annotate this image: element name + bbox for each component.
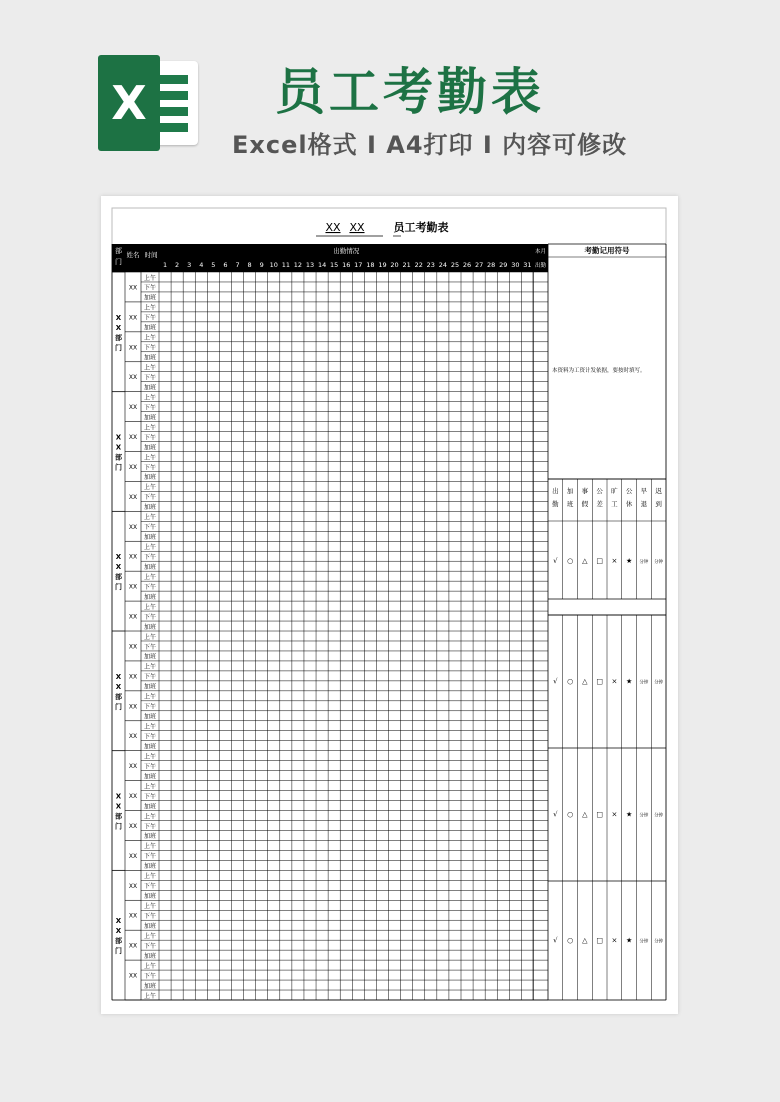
time-label: 上午 <box>143 573 157 581</box>
employee-name: XX <box>128 643 138 651</box>
time-label: 上午 <box>143 903 157 911</box>
attendance-symbol: ○ <box>567 677 574 686</box>
attendance-symbol: □ <box>596 810 603 819</box>
department-label: X <box>115 313 122 322</box>
time-label: 上午 <box>143 663 157 671</box>
department-label: X <box>115 553 122 562</box>
time-label: 下午 <box>143 972 157 980</box>
employee-name: XX <box>128 673 138 681</box>
header-day: 6 <box>223 261 228 269</box>
time-label: 下午 <box>143 823 157 831</box>
sheet-title-month: XX <box>349 221 365 234</box>
symbol-header: 旷 <box>611 487 618 495</box>
attendance-symbol: 分钟 <box>639 680 649 686</box>
employee-name: XX <box>128 733 138 741</box>
department-label: X <box>115 672 122 681</box>
header-attendance: 出勤情况 <box>333 247 360 255</box>
time-label: 上午 <box>143 962 157 970</box>
symbol-header: 差 <box>596 500 603 508</box>
time-label: 下午 <box>143 643 157 651</box>
attendance-symbol: □ <box>596 936 603 945</box>
time-label: 上午 <box>143 723 157 731</box>
attendance-symbol: □ <box>596 677 603 686</box>
employee-name: XX <box>128 493 138 501</box>
header-department: 门 <box>115 258 122 266</box>
attendance-symbol: ★ <box>625 810 633 819</box>
banner-subtitle: Excel格式 I A4打印 I 内容可修改 <box>232 131 628 159</box>
time-label: 上午 <box>143 424 157 432</box>
time-label: 加班 <box>143 444 157 452</box>
time-label: 下午 <box>143 284 157 292</box>
time-label: 上午 <box>143 454 157 462</box>
employee-name: XX <box>128 463 138 471</box>
time-label: 下午 <box>143 314 157 322</box>
time-label: 下午 <box>143 733 157 741</box>
sheet-title-year: XX <box>325 221 341 234</box>
time-label: 上午 <box>143 693 157 701</box>
time-label: 下午 <box>143 434 157 442</box>
time-label: 下午 <box>143 763 157 771</box>
header-day: 11 <box>281 261 290 269</box>
note-text: 本资料为工资计发依据，要按时填写。 <box>552 368 646 374</box>
employee-name: XX <box>128 523 138 531</box>
attendance-symbol: √ <box>553 936 558 945</box>
department-label: 部 <box>115 812 122 821</box>
attendance-symbol: △ <box>582 936 588 945</box>
header-month-1: 本月 <box>534 249 547 255</box>
time-label: 加班 <box>143 324 157 332</box>
time-label: 加班 <box>143 863 157 871</box>
employee-name: XX <box>128 613 138 621</box>
time-label: 加班 <box>143 952 157 960</box>
time-label: 加班 <box>143 653 157 661</box>
employee-name: XX <box>128 852 138 860</box>
header-day: 29 <box>499 261 508 269</box>
time-label: 加班 <box>143 294 157 302</box>
department-label: 部 <box>115 333 122 342</box>
time-label: 下午 <box>143 913 157 921</box>
symbol-header: 勤 <box>552 500 559 508</box>
symbol-header: 早 <box>640 487 648 495</box>
header-day: 2 <box>175 261 180 269</box>
header-day: 15 <box>330 261 339 269</box>
header-day: 26 <box>462 261 472 269</box>
attendance-symbol: × <box>611 677 618 686</box>
time-label: 下午 <box>143 344 157 352</box>
time-label: 下午 <box>143 524 157 532</box>
time-label: 加班 <box>143 504 157 512</box>
header-day: 23 <box>426 261 435 269</box>
department-label: 部 <box>115 692 122 701</box>
time-label: 下午 <box>143 404 157 412</box>
attendance-symbol: ★ <box>625 557 633 565</box>
time-label: 下午 <box>143 613 157 621</box>
header-day: 12 <box>293 261 303 269</box>
attendance-sheet <box>101 196 678 1014</box>
banner-title: 员工考勤表 <box>275 63 545 121</box>
symbol-header: 退 <box>640 500 648 508</box>
time-label: 加班 <box>143 593 157 601</box>
header-day: 22 <box>414 261 423 269</box>
department-label: X <box>115 323 122 332</box>
employee-name: XX <box>128 763 138 771</box>
department-label: 门 <box>115 343 122 352</box>
time-label: 上午 <box>143 603 157 611</box>
attendance-symbol: ○ <box>567 810 574 819</box>
time-label: 加班 <box>143 534 157 542</box>
time-label: 上午 <box>143 484 157 492</box>
department-label: 部 <box>115 453 122 462</box>
department-label: 门 <box>115 583 122 592</box>
attendance-symbol: ★ <box>625 936 633 945</box>
symbol-header: 公 <box>596 487 603 495</box>
header-day: 8 <box>247 261 252 269</box>
attendance-symbol: 分钟 <box>639 813 649 819</box>
header-day: 3 <box>187 261 192 269</box>
department-label: 部 <box>115 937 122 946</box>
header-day: 5 <box>211 261 216 269</box>
header-day: 1 <box>162 261 168 269</box>
time-label: 上午 <box>143 514 157 522</box>
department-label: X <box>115 917 122 926</box>
department-label: X <box>115 433 122 442</box>
time-label: 加班 <box>143 982 157 990</box>
attendance-symbol: △ <box>582 557 588 565</box>
sheet-title-text: 员工考勤表 <box>393 221 449 234</box>
employee-name: XX <box>128 793 138 801</box>
time-label: 加班 <box>143 743 157 751</box>
attendance-symbol: ○ <box>567 557 574 565</box>
employee-name: XX <box>128 374 138 382</box>
attendance-symbol: 分钟 <box>654 813 664 819</box>
time-label: 加班 <box>143 354 157 362</box>
time-label: 下午 <box>143 583 157 591</box>
department-label: X <box>115 563 122 572</box>
time-label: 上午 <box>143 783 157 791</box>
header-day: 13 <box>305 261 315 269</box>
excel-logo-icon <box>98 55 200 151</box>
employee-name: XX <box>128 703 138 711</box>
time-label: 下午 <box>143 942 157 950</box>
employee-name: XX <box>128 912 138 920</box>
header-day: 27 <box>474 261 484 269</box>
employee-name: XX <box>128 314 138 322</box>
attendance-symbol: ★ <box>625 677 633 686</box>
attendance-symbol: × <box>611 557 618 565</box>
time-label: 上午 <box>143 843 157 851</box>
attendance-table <box>101 196 678 1014</box>
time-label: 上午 <box>143 334 157 342</box>
header-day: 30 <box>511 261 520 269</box>
time-label: 下午 <box>143 554 157 562</box>
time-label: 上午 <box>143 394 157 402</box>
time-label: 下午 <box>143 494 157 502</box>
time-label: 加班 <box>143 474 157 482</box>
time-label: 上午 <box>143 364 157 372</box>
time-label: 加班 <box>143 713 157 721</box>
header-day: 10 <box>269 261 278 269</box>
employee-name: XX <box>128 344 138 352</box>
employee-name: XX <box>128 942 138 950</box>
time-label: 下午 <box>143 703 157 711</box>
header-day: 21 <box>402 261 411 269</box>
symbol-header: 出 <box>552 487 559 495</box>
header-name: 姓名 <box>126 251 140 259</box>
department-label: X <box>115 927 122 936</box>
attendance-symbol: × <box>611 936 618 945</box>
attendance-symbol: 分钟 <box>654 680 664 686</box>
header-day: 18 <box>366 261 375 269</box>
header-day: 20 <box>390 261 399 269</box>
time-label: 加班 <box>143 803 157 811</box>
time-label: 加班 <box>143 922 157 930</box>
employee-name: XX <box>128 553 138 561</box>
time-label: 下午 <box>143 883 157 891</box>
symbols-title: 考勤记用符号 <box>584 246 630 255</box>
attendance-symbol: √ <box>553 677 558 686</box>
attendance-symbol: √ <box>553 557 558 565</box>
department-label: 门 <box>115 702 122 711</box>
symbol-header: 休 <box>625 500 633 508</box>
time-label: 下午 <box>143 793 157 801</box>
time-label: 上午 <box>143 873 157 881</box>
department-label: X <box>115 682 122 691</box>
header-day: 14 <box>317 261 327 269</box>
symbol-header: 公 <box>625 487 633 495</box>
banner <box>0 0 780 190</box>
time-label: 加班 <box>143 563 157 571</box>
attendance-symbol: △ <box>582 677 588 686</box>
symbol-header: 到 <box>655 500 662 508</box>
header-day: 31 <box>523 261 532 269</box>
department-label: X <box>115 802 122 811</box>
employee-name: XX <box>128 583 138 591</box>
header-day: 24 <box>438 261 448 269</box>
time-label: 下午 <box>143 374 157 382</box>
attendance-symbol: 分钟 <box>654 939 664 945</box>
attendance-symbol: × <box>611 810 618 819</box>
header-month-2: 出勤 <box>534 263 547 269</box>
header-day: 16 <box>342 261 351 269</box>
header-department: 部 <box>115 247 122 255</box>
employee-name: XX <box>128 284 138 292</box>
time-label: 加班 <box>143 833 157 841</box>
time-label: 加班 <box>143 893 157 901</box>
time-label: 上午 <box>143 633 157 641</box>
symbol-header: 迟 <box>655 487 662 495</box>
symbol-header: 加 <box>566 487 574 495</box>
symbol-header: 假 <box>581 500 589 508</box>
time-label: 上午 <box>143 544 157 552</box>
header-day: 4 <box>199 261 204 269</box>
header-day: 25 <box>450 261 460 269</box>
department-label: 门 <box>115 463 122 472</box>
time-label: 下午 <box>143 853 157 861</box>
time-label: 下午 <box>143 673 157 681</box>
header-day: 17 <box>354 261 363 269</box>
employee-name: XX <box>128 822 138 830</box>
attendance-symbol: 分钟 <box>639 560 649 565</box>
attendance-symbol: 分钟 <box>654 560 664 565</box>
employee-name: XX <box>128 972 138 980</box>
time-label: 上午 <box>143 813 157 821</box>
header-time: 时间 <box>144 251 158 259</box>
time-label: 加班 <box>143 623 157 631</box>
department-label: 部 <box>115 573 122 582</box>
symbol-header: 班 <box>566 500 574 508</box>
time-label: 上午 <box>143 932 157 940</box>
attendance-symbol: △ <box>582 810 588 819</box>
header-day: 28 <box>487 261 496 269</box>
time-label: 加班 <box>143 384 157 392</box>
attendance-symbol: 分钟 <box>639 939 649 945</box>
employee-name: XX <box>128 882 138 890</box>
employee-name: XX <box>128 404 138 412</box>
symbol-header: 事 <box>581 487 589 495</box>
attendance-symbol: ○ <box>567 936 574 945</box>
time-label: 上午 <box>143 274 157 282</box>
time-label: 上午 <box>143 753 157 761</box>
employee-name: XX <box>128 434 138 442</box>
time-label: 加班 <box>143 414 157 422</box>
time-label: 下午 <box>143 464 157 472</box>
attendance-symbol: □ <box>596 557 603 565</box>
time-label: 上午 <box>143 992 157 1000</box>
department-label: X <box>115 443 122 452</box>
time-label: 加班 <box>143 773 157 781</box>
attendance-symbol: √ <box>553 810 558 819</box>
department-label: 门 <box>115 822 122 831</box>
header-day: 9 <box>259 261 264 269</box>
department-label: 门 <box>115 947 122 956</box>
time-label: 上午 <box>143 304 157 312</box>
time-label: 加班 <box>143 683 157 691</box>
excel-logo-letter: X <box>98 55 160 151</box>
header-day: 19 <box>378 261 387 269</box>
header-day: 7 <box>235 261 240 269</box>
department-label: X <box>115 792 122 801</box>
symbol-header: 工 <box>611 500 618 508</box>
